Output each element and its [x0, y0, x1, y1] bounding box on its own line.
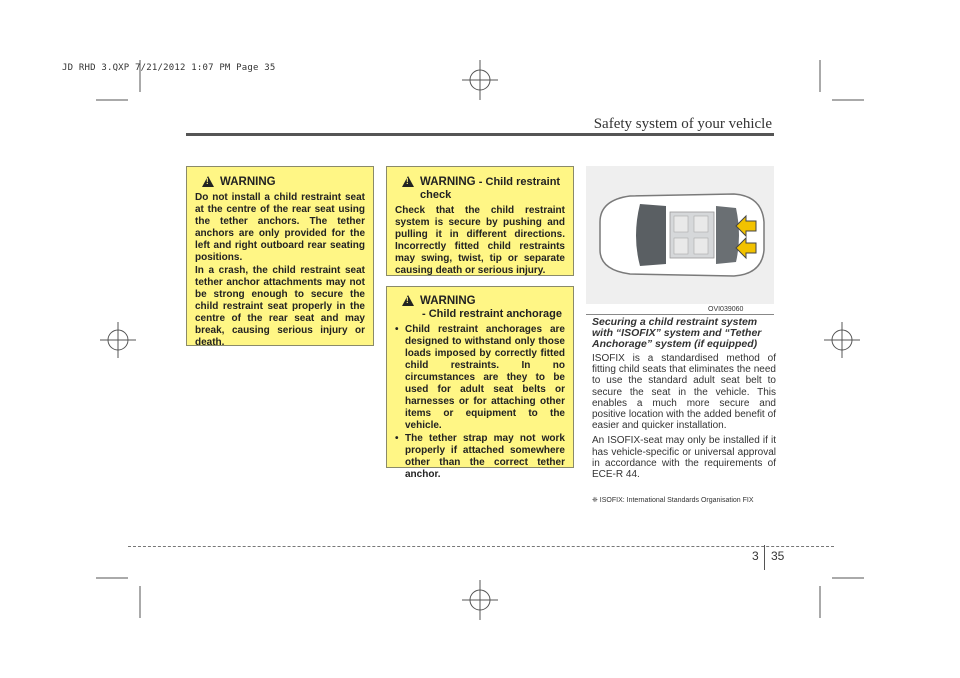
warning-icon: [202, 176, 214, 187]
warning-list: [395, 324, 565, 481]
page-header-title: Safety system of your vehicle: [593, 116, 772, 132]
warning-icon: [402, 176, 414, 187]
print-slug: JD RHD 3.QXP 7/21/2012 1:07 PM Page 35: [62, 63, 276, 73]
chapter-number: 3: [752, 549, 759, 563]
header-rule: [186, 133, 774, 136]
warning-subtitle: - Child restraint anchorage: [422, 308, 562, 320]
footnote: ❈ ISOFIX: International Standards Organisation FIX: [592, 497, 754, 504]
warning-title: WARNING: [220, 176, 276, 188]
warning-subtitle: - Child restraint check: [420, 176, 561, 201]
list-item: • The tether strap may not work properly if attached somewhere other than the correct tether anchor.: [395, 433, 565, 481]
car-body: [600, 194, 764, 276]
warning-text: In a crash, the child restraint seat tether anchor attachments may not be strong enough to secure the child restraint seat properly in the centre of the rear seat and may break, causing serious injury or death.: [195, 265, 365, 348]
page-number: 35: [771, 549, 785, 563]
figure-isofix-car-topview: [586, 166, 774, 304]
body-paragraph: ISOFIX is a standardised method of fitting child seats that eliminates the need to use the standard adult seat belt to secure the seat in the vehicle. This enables a much more secure and positive location with the added benefit of easier and quicker installation.: [592, 353, 776, 432]
page-number-divider: [764, 545, 765, 570]
figure-rule: [586, 314, 774, 315]
warning-text: Do not install a child restraint seat at the centre of the rear seat using the tether anchors. The tether anchors are only provided for the left and right outboard rear seating positions.: [195, 192, 365, 263]
warning-title: WARNING: [420, 295, 476, 307]
warning-icon: [402, 295, 414, 306]
footer-rule: [128, 546, 834, 547]
warning-box-restraint-anchorage: [386, 286, 574, 480]
section-body: [592, 353, 776, 484]
warning-text: Check that the child restraint system is secure by pushing and pulling it in different directions. Incorrectly fitted child restraints may swing, twist, tip or separate causing death or serious injury.: [395, 205, 565, 276]
body-paragraph: An ISOFIX-seat may only be installed if it has vehicle-specific or universal approval in accordance with the requirements of ECE-R 44.: [592, 435, 776, 481]
warning-title: WARNING: [420, 176, 476, 188]
list-item: • Child restraint anchorages are designed to withstand only those loads imposed by correctly fitted child restraints. In no circumstances are they to be used for adult seat belts or harnesses or for attaching other items or equipment to the vehicle.: [395, 324, 565, 432]
section-title: Securing a child restraint system with “ISOFIX” system and “Tether Anchorage” system (if equipped): [592, 316, 762, 350]
figure-code: OVI039060: [708, 306, 744, 313]
warning-box-restraint-check: [386, 166, 574, 276]
warning-box-tether-centre: [186, 166, 374, 346]
car-topview-illustration: [586, 166, 774, 304]
